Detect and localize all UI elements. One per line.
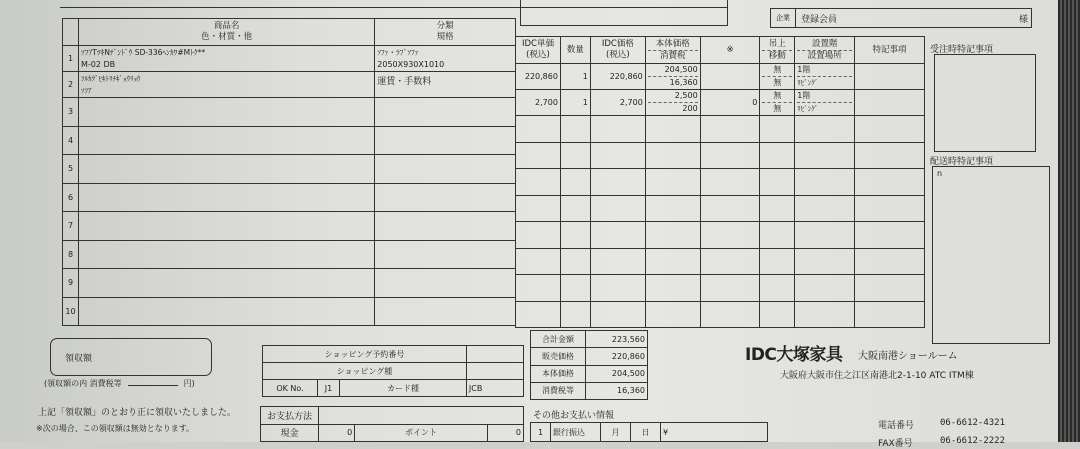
table-row: 9	[63, 269, 516, 298]
receipt-warning: ※次の場合、この領収額は無効となります。	[36, 424, 195, 433]
idc-price-header: IDC価格 (税込)	[590, 37, 645, 64]
row-no: 2	[63, 72, 79, 98]
name-header: 商品名 色・材質・他	[78, 19, 374, 46]
idc-unit-header: IDC単価 (税込)	[516, 37, 561, 64]
other-payment-table: 1 銀行振込 月 日 ¥	[530, 422, 768, 442]
fax-label: FAX番号	[878, 439, 913, 449]
no-header	[63, 19, 79, 46]
background-edge	[1058, 0, 1080, 442]
delivery-notes-box	[932, 166, 1050, 344]
other-payment-title: その他お支払い情報	[533, 411, 615, 421]
table-row: 4	[63, 126, 516, 155]
row-no: 1	[63, 46, 79, 72]
phone-label: 電話番号	[878, 421, 915, 431]
table-row	[63, 72, 516, 98]
lift-header: 吊上 移動	[760, 37, 795, 64]
total-row: 合計金額 223,560	[531, 331, 648, 348]
receipt-amount-box: 領収額	[50, 338, 212, 376]
base-price-header: 本体価格 消費税	[645, 37, 700, 64]
table-row: 5	[63, 155, 516, 184]
total-row: 消費税等 16,360	[531, 382, 648, 399]
table-row: 8	[63, 240, 516, 269]
payment-table: お支払方法 現金 0 ポイント 0	[260, 406, 524, 442]
item-name: ﾌﾙｶｸﾞﾋｷﾄﾘﾁｷﾞｮｳﾘｮｳ ｿﾌｱ	[78, 72, 374, 98]
qty-header: 数量	[560, 37, 590, 64]
category-header: 分類 規格	[375, 19, 516, 46]
order-notes-label: 受注時特記事項	[930, 45, 994, 55]
special-header: 特記事項	[855, 37, 925, 64]
store-logo: IDC大塚家具	[745, 345, 843, 365]
totals-table	[530, 330, 648, 400]
table-row: 220,860 1 220,860 204,500 16,360 無 無 1階 ﾘﾋﾞﾝｸﾞ	[516, 64, 925, 90]
mark-header: ※	[700, 37, 760, 64]
total-row: 販売価格 220,860	[531, 348, 648, 365]
delivery-notes-value: n	[937, 169, 943, 178]
table-row: 6	[63, 183, 516, 212]
customer-name: 登録会員	[801, 14, 838, 25]
table-row: 10	[63, 297, 516, 326]
customer-box	[770, 8, 1032, 28]
fax-number: 06-6612-2222	[940, 436, 1006, 446]
shopping-table: ショッピング予約番号 ショッピング種 OK No. J1 カード種 JCB	[262, 345, 524, 397]
top-box	[520, 0, 728, 26]
total-row: 本体価格 204,500	[531, 365, 648, 382]
order-notes-box	[934, 54, 1036, 152]
customer-suffix: 様	[1018, 14, 1028, 25]
item-category: ｿﾌｧ・ﾗﾌﾞｿﾌｧ 2050X930X1010	[375, 46, 516, 72]
floor-header: 設置階 設置場所	[795, 37, 855, 64]
item-name: ｿﾌｱTﾂｷNﾃﾞﾝﾄﾞｳ SD-336ﾍﾝｶﾜ#Mﾄｸ** M-02 DB	[78, 46, 374, 72]
table-row: 2,700 1 2,700 2,500 200 0 無 無 1階 ﾘﾋﾞﾝｸﾞ	[516, 90, 925, 116]
table-row: 7	[63, 212, 516, 241]
store-address: 大阪府大阪市住之江区南港北2-1-10 ATC ITM棟	[780, 371, 974, 381]
table-row	[63, 46, 516, 72]
delivery-notes-label: 配送時特記事項	[930, 157, 994, 167]
items-table-left	[62, 18, 516, 326]
receipt-tax-note: (領収額の内 消費税等 円)	[44, 379, 195, 388]
table-row: 3	[63, 98, 516, 127]
customer-label: 企業	[771, 9, 796, 27]
receipt-statement: 上記「領収額」のとおり正に領収いたしました。	[38, 408, 237, 418]
store-branch: 大阪南港ショールーム	[858, 351, 958, 362]
item-category: 運賃・手数料	[375, 72, 516, 98]
items-table-right	[515, 36, 925, 328]
phone-number: 06-6612-4321	[940, 418, 1006, 428]
